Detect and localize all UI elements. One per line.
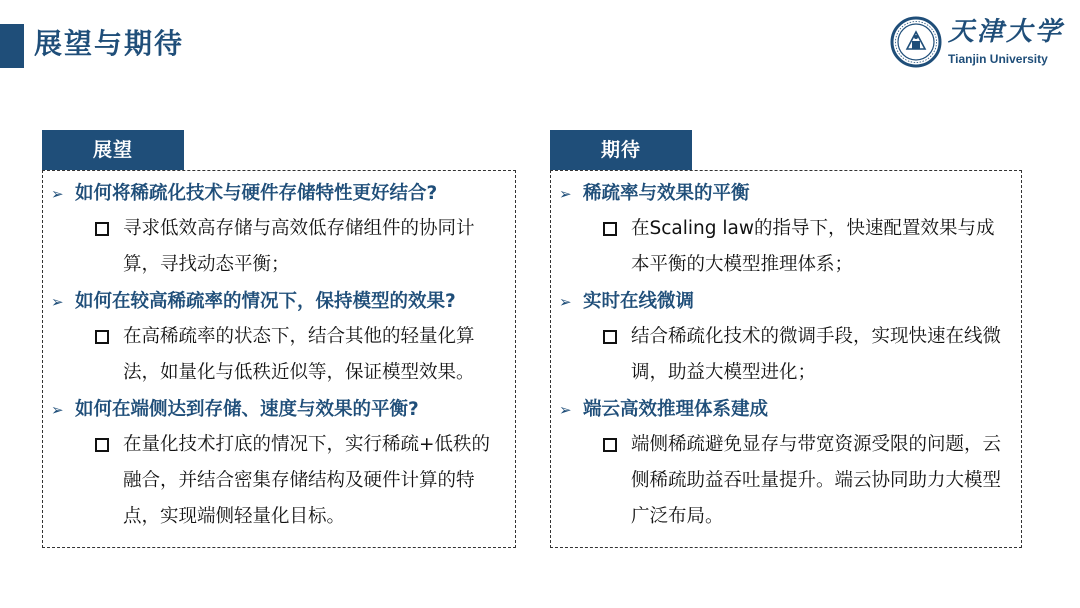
outlook-item-detail: 寻求低效高存储与高效低存储组件的协同计算，寻找动态平衡； xyxy=(123,218,475,275)
logo-chinese-name: 天津大学 xyxy=(948,17,1065,47)
expectation-item xyxy=(559,285,1011,391)
hollow-square-icon xyxy=(603,438,617,452)
outlook-item-heading: 如何将稀疏化技术与硬件存储特性更好结合? xyxy=(75,183,438,204)
outlook-item-detail: 在量化技术打底的情况下，实行稀疏+低秩的融合，并结合密集存储结构及硬件计算的特点，实现端侧轻量化目标。 xyxy=(123,434,491,527)
expectation-item-detail-row xyxy=(559,211,1011,283)
outlook-tab-label: 展望 xyxy=(42,130,184,170)
outlook-item-detail-row xyxy=(51,211,505,283)
outlook-item-detail-row xyxy=(51,427,505,535)
outlook-item-heading: 如何在较高稀疏率的情况下，保持模型的效果? xyxy=(75,291,456,312)
arrow-bullet-icon: ➢ xyxy=(51,401,64,419)
expectation-item-heading-row xyxy=(559,177,1011,211)
hollow-square-icon xyxy=(95,438,109,452)
hollow-square-icon xyxy=(603,330,617,344)
outlook-item xyxy=(51,177,505,283)
expectation-item-detail: 结合稀疏化技术的微调手段，实现快速在线微调，助益大模型进化； xyxy=(631,326,1002,383)
expectation-item-heading: 实时在线微调 xyxy=(583,291,695,312)
title-accent-bar xyxy=(0,24,24,68)
expectation-item-detail: 端侧稀疏避免显存与带宽资源受限的问题，云侧稀疏助益吞吐量提升。端云协同助力大模型广泛布局。 xyxy=(631,434,1002,527)
university-seal-icon xyxy=(890,16,942,68)
arrow-bullet-icon: ➢ xyxy=(51,293,64,311)
outlook-item-detail: 在高稀疏率的状态下，结合其他的轻量化算法，如量化与低秩近似等，保证模型效果。 xyxy=(123,326,475,383)
outlook-panel xyxy=(42,130,516,548)
logo-english-name: Tianjin University xyxy=(948,52,1048,66)
arrow-bullet-icon: ➢ xyxy=(51,185,64,203)
expectation-item-detail-row xyxy=(559,319,1011,391)
expectation-item-heading-row xyxy=(559,285,1011,319)
outlook-item xyxy=(51,393,505,535)
hollow-square-icon xyxy=(95,330,109,344)
expectation-tab-label: 期待 xyxy=(550,130,692,170)
outlook-item xyxy=(51,285,505,391)
outlook-box xyxy=(42,170,516,548)
expectation-item-heading: 端云高效推理体系建成 xyxy=(583,399,769,420)
arrow-bullet-icon: ➢ xyxy=(559,293,572,311)
outlook-item-heading-row xyxy=(51,177,505,211)
expectation-item-detail: 在Scaling law的指导下，快速配置效果与成本平衡的大模型推理体系； xyxy=(631,218,995,275)
arrow-bullet-icon: ➢ xyxy=(559,185,572,203)
expectation-panel xyxy=(550,130,1022,548)
slide-title: 展望与期待 xyxy=(34,27,185,60)
hollow-square-icon xyxy=(95,222,109,236)
expectation-item-heading-row xyxy=(559,393,1011,427)
expectation-item-detail-row xyxy=(559,427,1011,535)
expectation-item xyxy=(559,177,1011,283)
outlook-item-heading: 如何在端侧达到存储、速度与效果的平衡? xyxy=(75,399,419,420)
expectation-item xyxy=(559,393,1011,535)
university-logo xyxy=(888,14,1068,74)
arrow-bullet-icon: ➢ xyxy=(559,401,572,419)
expectation-box xyxy=(550,170,1022,548)
outlook-item-heading-row xyxy=(51,393,505,427)
outlook-item-heading-row xyxy=(51,285,505,319)
hollow-square-icon xyxy=(603,222,617,236)
expectation-item-heading: 稀疏率与效果的平衡 xyxy=(583,183,750,204)
outlook-item-detail-row xyxy=(51,319,505,391)
